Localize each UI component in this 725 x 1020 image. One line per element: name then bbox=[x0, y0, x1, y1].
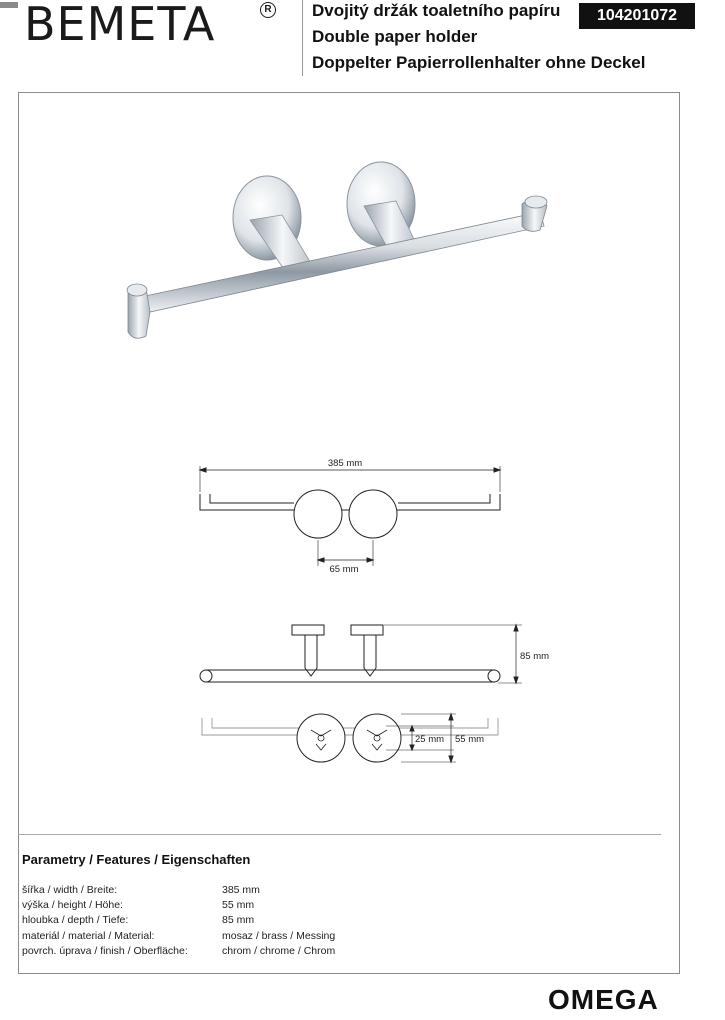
params-table bbox=[22, 883, 335, 959]
dimension-outer-label: 55 mm bbox=[455, 734, 485, 745]
param-row bbox=[22, 883, 335, 898]
param-row bbox=[22, 944, 335, 959]
param-row bbox=[22, 929, 335, 944]
dimension-depth-label: 85 mm bbox=[520, 651, 550, 662]
param-label: hloubka / depth / Tiefe: bbox=[22, 914, 129, 927]
param-value: mosaz / brass / Messing bbox=[222, 929, 336, 942]
product-code-badge: 104201072 bbox=[579, 3, 695, 29]
params-heading: Parametry / Features / Eigenschaften bbox=[22, 852, 251, 867]
param-value: 385 mm bbox=[222, 884, 260, 896]
front-view-drawing bbox=[200, 466, 500, 566]
param-row bbox=[22, 913, 335, 928]
registered-mark: R bbox=[260, 2, 276, 18]
param-label: povrch. úprava / finish / Oberfläche: bbox=[22, 944, 188, 957]
section-divider bbox=[18, 834, 661, 835]
dimension-width-label: 385 mm bbox=[327, 458, 363, 469]
dimension-inner-label: 25 mm bbox=[415, 734, 445, 745]
title-english: Double paper holder bbox=[312, 27, 478, 46]
param-value: chrom / chrome / Chrom bbox=[222, 944, 336, 957]
param-label: materiál / material / Material: bbox=[22, 929, 155, 942]
param-value: 55 mm bbox=[222, 899, 255, 912]
side-view-drawing bbox=[200, 625, 522, 683]
param-row bbox=[22, 898, 335, 913]
param-label: výška / height / Höhe: bbox=[22, 899, 123, 912]
dimension-spacing-label: 65 mm bbox=[329, 564, 359, 575]
series-name: OMEGA bbox=[548, 984, 659, 1015]
brand-logo: BEMETA bbox=[24, 0, 216, 51]
title-german: Doppelter Papierrollenhalter ohne Deckel bbox=[312, 53, 646, 72]
param-label: šířka / width / Breite: bbox=[22, 884, 118, 896]
title-czech: Dvojitý držák toaletního papíru bbox=[312, 1, 561, 20]
top-view-drawing bbox=[202, 714, 498, 762]
param-value: 85 mm bbox=[222, 914, 255, 927]
